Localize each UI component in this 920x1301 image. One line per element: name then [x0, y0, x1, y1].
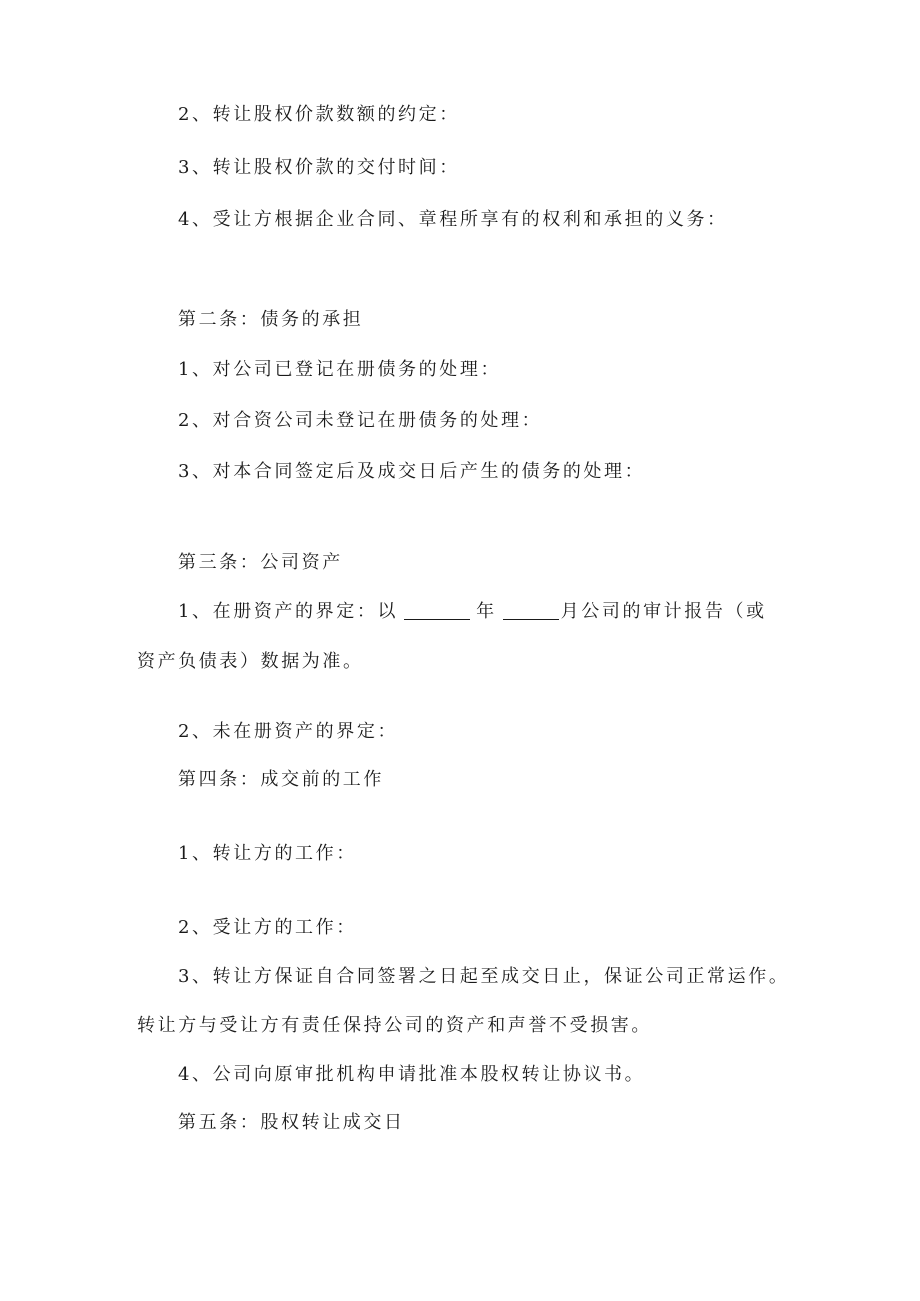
article-4-title: 第四条：成交前的工作	[178, 769, 384, 790]
article-3-title: 第三条：公司资产	[178, 552, 343, 573]
article-3-item-1-suffix: 月公司的审计报告（或	[560, 601, 767, 622]
article-4-item-1: 1、转让方的工作：	[178, 843, 357, 864]
article-4-item-3: 3、转让方保证自合同签署之日起至成交日止，保证公司正常运作。	[178, 966, 790, 987]
article-2-item-3: 3、对本合同签定后及成交日后产生的债务的处理：	[178, 461, 646, 482]
article-2-item-2: 2、对合资公司未登记在册债务的处理：	[178, 410, 543, 431]
article-4-item-4: 4、公司向原审批机构申请批准本股权转让协议书。	[178, 1064, 646, 1085]
article-2-title: 第二条：债务的承担	[178, 309, 364, 330]
article-4-item-2: 2、受让方的工作：	[178, 917, 357, 938]
year-label: 年	[476, 601, 497, 622]
article-3-item-1-continued: 资产负债表）数据为准。	[137, 651, 364, 672]
article-4-item-3-continued: 转让方与受让方有责任保持公司的资产和声誉不受损害。	[137, 1015, 652, 1036]
article-3-item-1	[178, 600, 767, 624]
clause-transferee-rights: 4、受让方根据企业合同、章程所享有的权利和承担的义务：	[178, 209, 728, 230]
article-5-title: 第五条：股权转让成交日	[178, 1112, 405, 1133]
article-2-item-1: 1、对公司已登记在册债务的处理：	[178, 359, 502, 380]
article-3-item-2: 2、未在册资产的界定：	[178, 721, 399, 742]
clause-payment-time: 3、转让股权价款的交付时间：	[178, 157, 460, 178]
year-blank	[404, 601, 470, 620]
article-3-item-1-prefix: 1、在册资产的界定：以	[178, 601, 399, 622]
clause-price-amount: 2、转让股权价款数额的约定：	[178, 104, 460, 125]
month-blank	[503, 601, 559, 620]
